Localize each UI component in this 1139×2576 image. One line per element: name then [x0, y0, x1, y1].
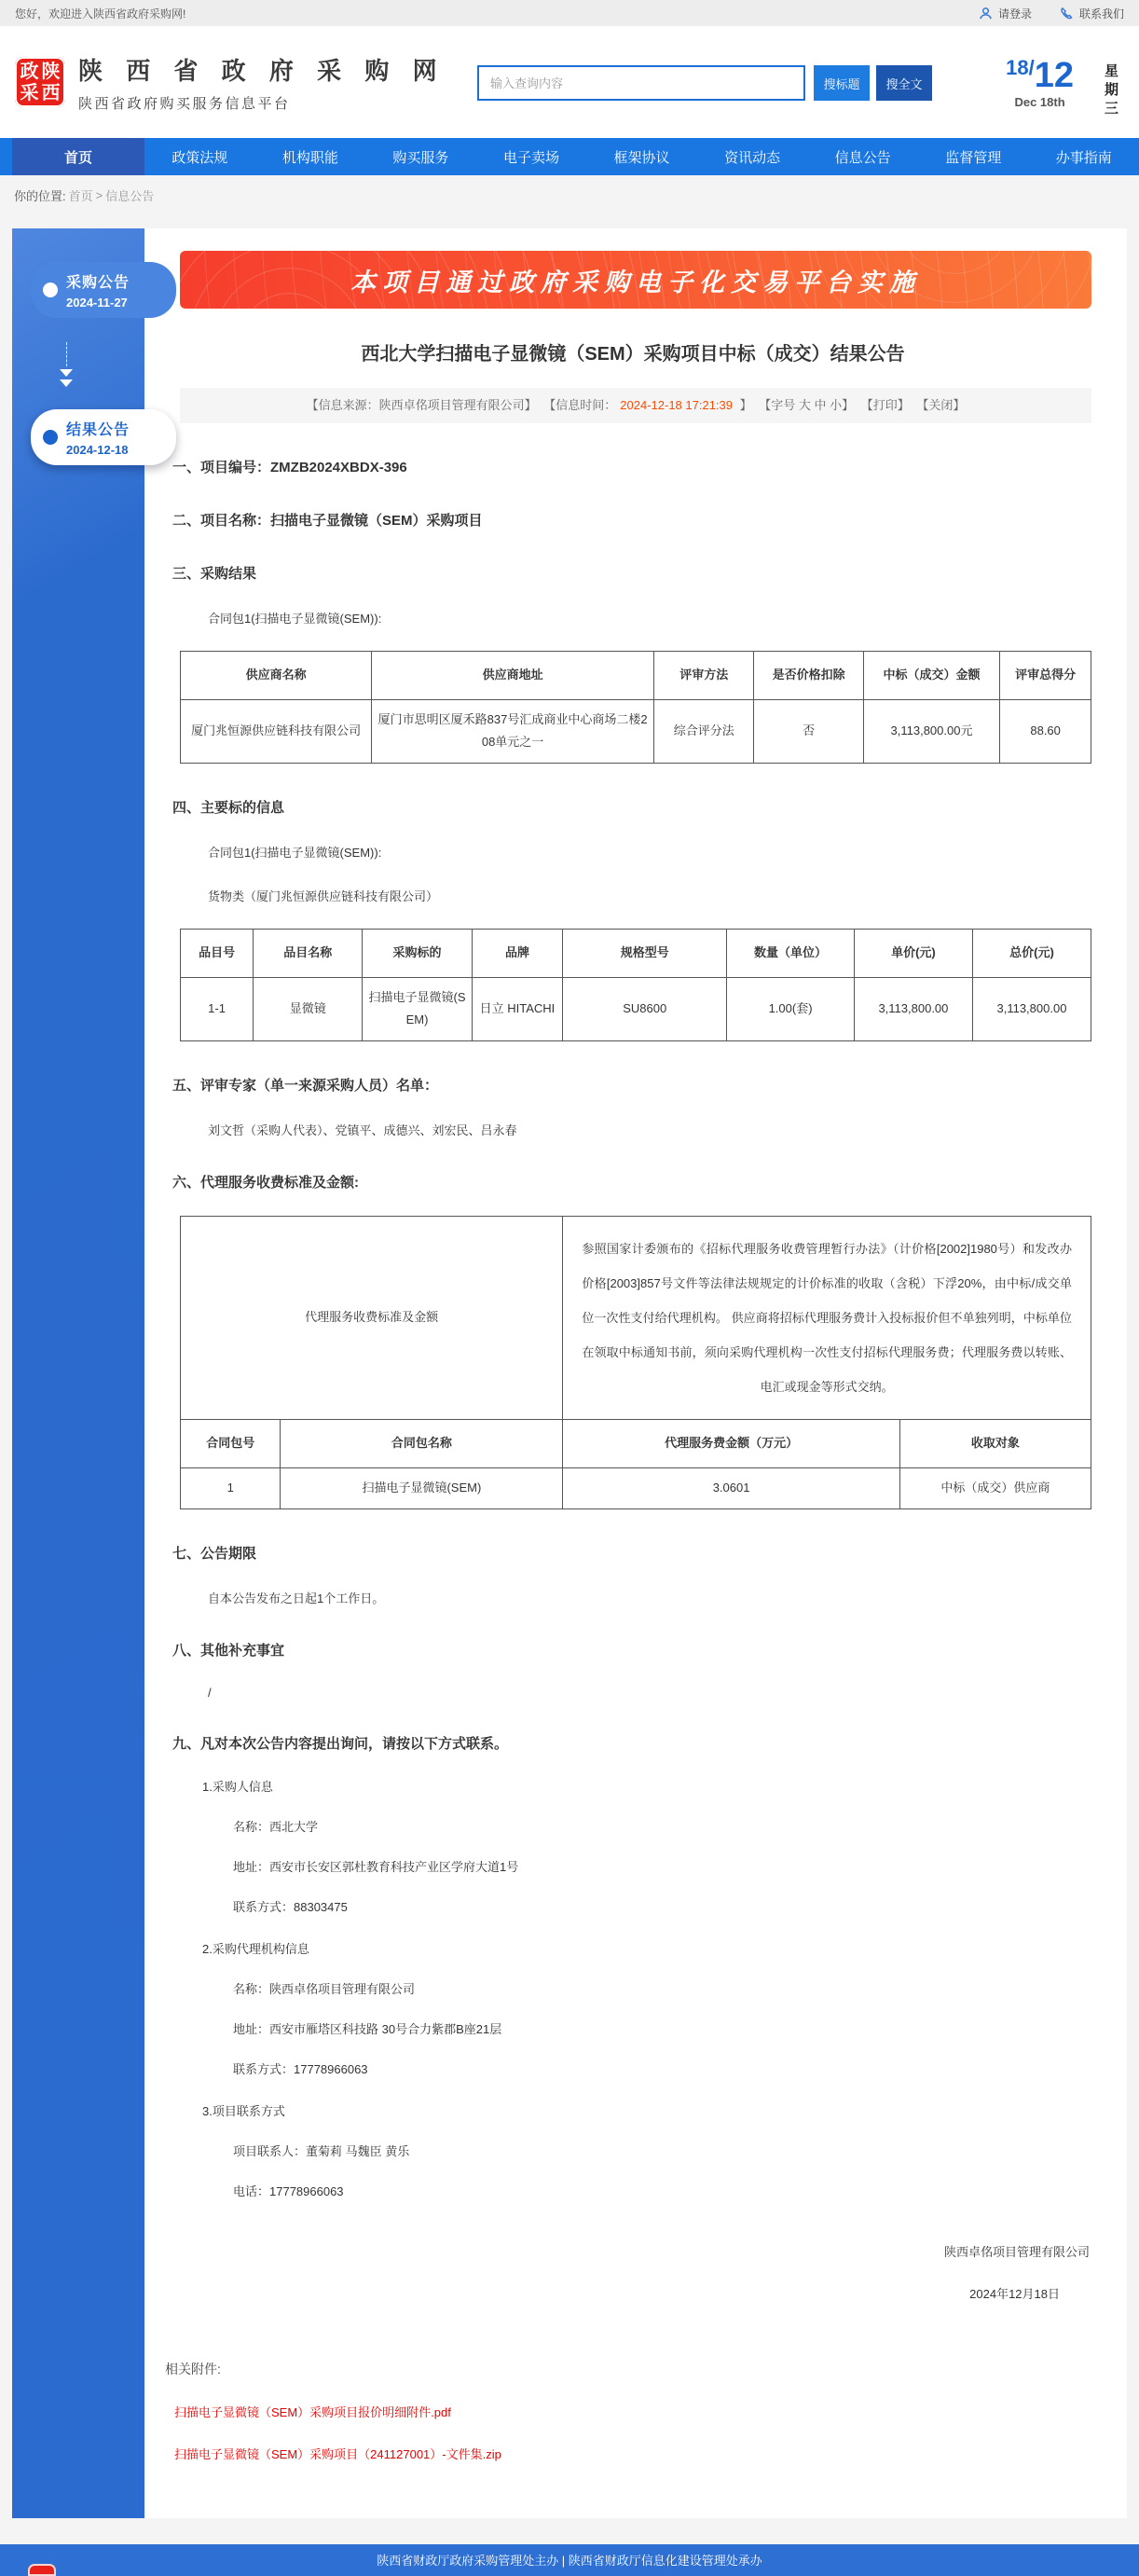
user-icon — [979, 7, 993, 21]
search-bar — [477, 65, 932, 101]
e-trading-platform-banner: 本项目通过政府采购电子化交易平台实施 — [180, 251, 1091, 309]
nav-supervision[interactable]: 监督管理 — [918, 138, 1029, 175]
breadcrumb-separator: > — [96, 188, 103, 202]
sidebar-item-procurement-announcement[interactable]: 采购公告 2024-11-27 — [31, 262, 176, 318]
print-button[interactable]: 【打印】 — [861, 398, 910, 412]
breadcrumb — [0, 175, 1139, 214]
attachment-link-pdf[interactable]: 扫描电子显微镜（SEM）采购项目报价明细附件.pdf — [174, 2403, 1103, 2420]
site-logo: 政 陕 采 西 — [15, 57, 65, 107]
breadcrumb-home-link[interactable]: 首页 — [69, 186, 93, 204]
agency-fee-table — [180, 1216, 1091, 1509]
main-nav — [0, 138, 1139, 175]
nav-guide[interactable]: 办事指南 — [1029, 138, 1139, 175]
agency-name: 名称：陕西卓佲项目管理有限公司 — [233, 1979, 1103, 1997]
expert-names: 刘文哲（采购人代表）、党镇平、成德兴、刘宏民、吕永春 — [208, 1121, 1103, 1138]
info-time-prefix: 【信息时间： — [543, 398, 616, 412]
purchaser-info-title: 1.采购人信息 — [202, 1777, 1103, 1795]
welcome-text: 您好，欢迎进入陕西省政府采购网! — [15, 6, 185, 21]
site-header — [0, 26, 1139, 138]
announcement-timeline-sidebar — [12, 228, 144, 2518]
font-size-control[interactable]: 【字号 大 中 小】 — [759, 398, 854, 412]
topbar — [0, 0, 1139, 26]
agency-fee-policy-cell: 参照国家计委颁布的《招标代理服务收费管理暂行办法》（计价格[2002]1980号）和发改办价格[2003]857号文件等法律法规规定的计价标准的收取（含税）下浮20%，由中标/成交单位一次性支付给代理机构。 供应商将招标代理服务费计入投标报价但不单独列明，中标单位在领取中标通知书前，须向采购代理机构一次性支付招标代理服务费；代理服务费以转账、电汇或现金等形式交纳。 — [563, 1217, 1091, 1420]
section-6-agency-fee: 六、代理服务收费标准及金额: — [172, 1172, 1103, 1192]
nav-purchase-services[interactable]: 购买服务 — [365, 138, 476, 175]
nav-home[interactable]: 首页 — [12, 138, 144, 175]
breadcrumb-current[interactable]: 信息公告 — [105, 186, 154, 204]
main-area — [0, 214, 1139, 2544]
table-header-row: 品目号 品目名称 采购标的 品牌 规格型号 数量（单位） 单价(元) 总价(元) — [181, 930, 1091, 978]
section-5-experts: 五、评审专家（单一来源采购人员）名单： — [172, 1075, 1103, 1095]
nav-framework-agreement[interactable]: 框架协议 — [586, 138, 697, 175]
table-row: 厦门兆恒源供应链科技有限公司 厦门市思明区厦禾路837号汇成商业中心商场二楼208单元之一 综合评分法 否 3,113,800.00元 88.60 — [181, 699, 1091, 763]
section-7-announcement-period: 七、公告期限 — [172, 1543, 1103, 1563]
nav-news[interactable]: 资讯动态 — [697, 138, 808, 175]
info-time-suffix: 】 — [736, 398, 752, 412]
section-2-project-name: 二、项目名称：扫描电子显微镜（SEM）采购项目 — [172, 510, 1103, 530]
close-button[interactable]: 【关闭】 — [916, 398, 965, 412]
purchaser-phone: 联系方式：88303475 — [233, 1897, 1103, 1915]
emblem-partial-icon — [28, 2564, 56, 2576]
project-contact-phone: 电话：17778966063 — [233, 2182, 1103, 2199]
table-header-row: 供应商名称 供应商地址 评审方法 是否价格扣除 中标（成交）金额 评审总得分 — [181, 652, 1091, 700]
agency-address: 地址：西安市雁塔区科技路 30号合力紫郡B座21层 — [233, 2019, 1103, 2037]
contact-us-button[interactable]: 联系我们 — [1060, 6, 1124, 21]
table-row: 1 扫描电子显微镜(SEM) 3.0601 中标（成交）供应商 — [181, 1468, 1091, 1509]
nav-policies[interactable]: 政策法规 — [144, 138, 255, 175]
table-header-row: 合同包号 合同包名称 代理服务费金额（万元） 收取对象 — [181, 1420, 1091, 1468]
site-title: 陕 西 省 政 府 采 购 网 — [78, 52, 446, 87]
footer-text: 陕西省财政厅政府采购管理处主办 | 陕西省财政厅信息化建设管理处承办 — [377, 2551, 762, 2569]
section-9-inquiries: 九、凡对本次公告内容提出询问，请按以下方式联系。 — [172, 1733, 1103, 1753]
search-input[interactable] — [477, 65, 805, 101]
announcement-period-body: 自本公告发布之日起1个工作日。 — [208, 1589, 1103, 1606]
supplier-result-table — [180, 651, 1091, 764]
nav-announcements[interactable]: 信息公告 — [807, 138, 918, 175]
attachments-title: 相关附件: — [165, 2360, 1103, 2378]
article-info-bar — [180, 388, 1091, 423]
phone-icon — [1060, 7, 1074, 21]
purchaser-name: 名称：西北大学 — [233, 1817, 1103, 1835]
timeline-dot-icon — [43, 282, 58, 297]
section-8-other-matters: 八、其他补充事宜 — [172, 1640, 1103, 1660]
date-display: 18/12 Dec 18th — [1006, 58, 1074, 109]
section-1-project-number: 一、项目编号：ZMZB2024XBDX-396 — [172, 457, 1103, 476]
announcement-card — [144, 228, 1127, 2518]
site-subtitle: 陕西省政府购买服务信息平台 — [78, 93, 446, 113]
timeline-arrow-down-icon — [38, 342, 94, 387]
timeline-dot-icon — [43, 430, 58, 445]
agency-info-title: 2.采购代理机构信息 — [202, 1939, 1103, 1957]
item-detail-table — [180, 929, 1091, 1041]
search-fulltext-button[interactable]: 搜全文 — [876, 65, 932, 101]
nav-functions[interactable]: 机构职能 — [255, 138, 366, 175]
info-time: 2024-12-18 17:21:39 — [620, 398, 733, 412]
breadcrumb-prefix: 你的位置: — [14, 186, 66, 204]
contract-package-label: 合同包1(扫描电子显微镜(SEM)): — [208, 609, 1103, 627]
contract-package-label: 合同包1(扫描电子显微镜(SEM)): — [208, 843, 1103, 861]
section-4-main-subject-info: 四、主要标的信息 — [172, 797, 1103, 817]
signature-org: 陕西卓佲项目管理有限公司 — [163, 2242, 1103, 2260]
agency-phone: 联系方式：17778966063 — [233, 2059, 1103, 2077]
sidebar-item-result-announcement[interactable]: 结果公告 2024-12-18 — [31, 409, 176, 465]
page-footer — [0, 2544, 1139, 2576]
info-source: 【信息来源：陕西卓佲项目管理有限公司】 — [307, 398, 537, 412]
section-3-procurement-result: 三、采购结果 — [172, 563, 1103, 583]
nav-e-marketplace[interactable]: 电子卖场 — [476, 138, 587, 175]
agency-fee-label-cell: 代理服务收费标准及金额 — [181, 1217, 563, 1420]
search-title-button[interactable]: 搜标题 — [814, 65, 870, 101]
other-matters-body: / — [208, 1686, 1103, 1700]
project-contact-title: 3.项目联系方式 — [202, 2101, 1103, 2119]
purchaser-address: 地址：西安市长安区郭杜教育科技产业区学府大道1号 — [233, 1857, 1103, 1875]
project-contact-persons: 项目联系人：董菊莉 马魏臣 黄乐 — [233, 2142, 1103, 2159]
signature-date: 2024年12月18日 — [163, 2284, 1103, 2302]
weekday-label: 星期三 — [1101, 63, 1120, 119]
login-button[interactable]: 请登录 — [979, 6, 1032, 21]
table-row: 1-1 显微镜 扫描电子显微镜(SEM) 日立 HITACHI SU8600 1.00(套) 3,113,800.00 3,113,800.00 — [181, 977, 1091, 1040]
attachment-link-zip[interactable]: 扫描电子显微镜（SEM）采购项目（241127001）-文件集.zip — [174, 2445, 1103, 2462]
goods-category-label: 货物类（厦门兆恒源供应链科技有限公司） — [208, 887, 1103, 904]
page-title: 西北大学扫描电子显微镜（SEM）采购项目中标（成交）结果公告 — [172, 338, 1093, 365]
table-row — [181, 1217, 1091, 1420]
